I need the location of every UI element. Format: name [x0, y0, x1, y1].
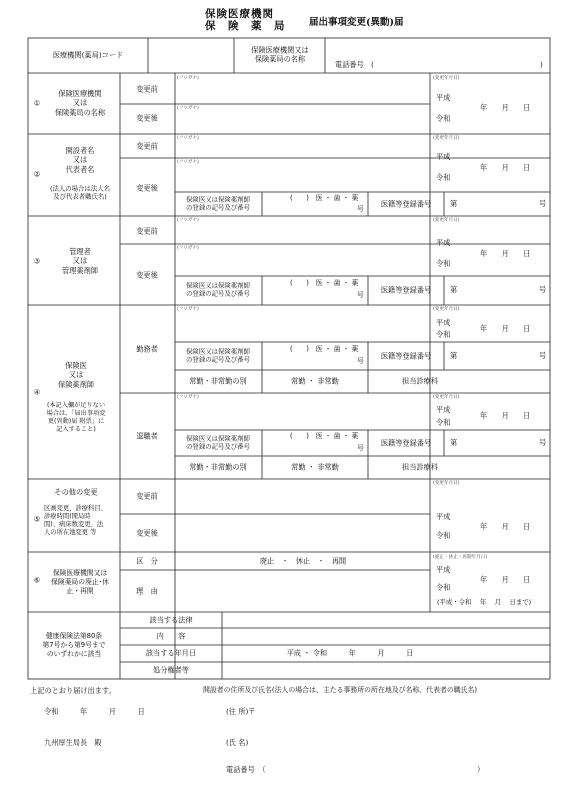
section-4-retire-dept-label: 担当診療科: [402, 462, 438, 472]
section-6-heisei: 平成: [436, 565, 451, 574]
section-2-medreg-label: 医籍等登録番号: [380, 199, 432, 209]
header-phone-label: 電話番号 (: [335, 60, 374, 69]
section-5-label: その他の変更: [54, 487, 98, 497]
section-7-content-label: 内 容: [156, 631, 186, 641]
section-4-enroll-reg-suffix: 号: [357, 357, 364, 365]
section-3-before: 変更前: [136, 226, 158, 236]
section-7-date-value: 平成 ・ 令和 年 月 日: [286, 648, 414, 658]
section-4-retire-date-hint: (変更年月日): [433, 395, 460, 400]
section-4-retire-label: 退職者: [136, 431, 158, 441]
section-2-furigana-before: (フリガナ): [177, 136, 199, 141]
footer-statement: 上記のとおり届け出ます。: [30, 686, 116, 695]
section-2-after: 変更後: [136, 183, 158, 193]
section-1-heisei: 平成: [436, 93, 451, 102]
section-4-retire-medreg-label: 医籍等登録番号: [380, 438, 432, 448]
section-3-furigana-after: (フリガナ): [177, 246, 199, 251]
section-5-ymd: 年 月 日: [480, 522, 531, 531]
section-4-enroll-fulltime-label: 常勤・非常勤の別: [189, 376, 247, 386]
section-1-before: 変更前: [136, 84, 158, 94]
section-1-number: ①: [33, 98, 41, 108]
section-1-furigana-before: (フリガナ): [177, 76, 199, 81]
section-3-label: 管理者 又は 管理薬剤師: [62, 246, 98, 275]
section-7-law-label: 該当する法律: [149, 615, 193, 625]
section-6-kubun-label: 区 分: [136, 556, 158, 566]
section-3-ymd: 年 月 日: [480, 249, 531, 258]
section-7-label: 健康保険法第80条 第7号から第9号まで のいずれかに該当: [42, 631, 106, 658]
section-2-ymd: 年 月 日: [480, 163, 531, 172]
footer-name-label: (氏 名): [226, 738, 249, 747]
section-3-after: 変更後: [136, 270, 158, 280]
section-2-before: 変更前: [136, 141, 158, 151]
section-3-num-prefix: 第: [450, 285, 458, 294]
section-2-num-prefix: 第: [450, 199, 458, 208]
section-4-retire-heisei: 平成: [436, 405, 451, 414]
section-5-date-hint: (変更年月日): [433, 481, 460, 486]
section-1-date-hint: (変更年月日): [433, 76, 460, 81]
section-4-enroll-reg-label: 保険医又は保険薬剤師 の登録の記号及び番号: [186, 347, 250, 364]
section-4-enroll-fulltime-value: 常勤 ・ 非常勤: [291, 376, 339, 386]
section-2-reg-label: 保険医又は保険薬剤師 の登録の記号及び番号: [186, 195, 250, 212]
section-4-retire-fulltime-label: 常勤・非常勤の別: [189, 462, 247, 472]
section-4-enroll-medreg-label: 医籍等登録番号: [380, 351, 432, 361]
section-4-retire-num-suffix: 号: [539, 438, 547, 447]
section-4-enroll-furigana: (フリガナ): [177, 307, 199, 312]
name-label: 保険医療機関又は 保険薬局の名称: [251, 45, 309, 64]
section-6-number: ⑥: [33, 575, 41, 585]
section-3-reg-value: ( ) 医 ・ 歯 ・ 薬: [290, 279, 359, 287]
title-line2: 保 険 薬 局: [205, 20, 286, 32]
section-4-number: ④: [33, 387, 41, 397]
section-6-ymd: 年 月 日: [480, 575, 531, 584]
header-phone-close: ): [540, 60, 543, 69]
section-2-reiwa: 令和: [436, 173, 451, 182]
section-1-ymd: 年 月 日: [480, 103, 531, 112]
section-2-note: (法人の場合は法人名 及び代表者職氏名): [49, 184, 111, 201]
footer-address-label: (住 所)〒: [226, 707, 256, 716]
section-4-retire-reg-value: ( ) 医 ・ 歯 ・ 薬: [290, 432, 359, 440]
section-4-retire-ymd: 年 月 日: [480, 411, 531, 420]
section-6-label: 保険医療機関又は 保険薬局の廃止･休 止・再開: [51, 568, 109, 595]
section-4-enroll-reg-value: ( ) 医 ・ 歯 ・ 薬: [290, 345, 359, 353]
section-5-reiwa: 令和: [436, 531, 451, 540]
section-4-enroll-dept-label: 担当診療科: [402, 376, 438, 386]
section-6-footnote: (平成・令和 年 月 日まで): [437, 598, 532, 606]
section-4-enroll-ymd: 年 月 日: [480, 324, 531, 333]
section-3-date-hint: (変更年月日): [433, 218, 460, 223]
section-6-kubun-value: 廃止 ・ 休止 ・ 再開: [259, 556, 347, 566]
section-2-number: ②: [33, 169, 41, 179]
footer-declarant: 開設者の住所及び氏名(法人の場合は、主たる事務所の所在地及び名称、代表者の職氏名): [203, 686, 478, 694]
section-4-enroll-num-prefix: 第: [450, 351, 458, 360]
section-5-number: ⑤: [33, 514, 41, 524]
section-4-note: (本記入欄が足りない 場合は、「届出事項変 更(異動)届 附票」に 記入すること): [46, 401, 106, 434]
section-2-num-suffix: 号: [539, 199, 547, 208]
section-2-heisei: 平成: [436, 152, 451, 161]
section-1-furigana-after: (フリガナ): [177, 106, 199, 111]
section-6-reason-label: 理 由: [136, 586, 158, 596]
footer-addressee: 九州厚生局長 殿: [44, 738, 102, 747]
section-4-enroll-reiwa: 令和: [436, 330, 451, 339]
section-4-retire-fulltime-value: 常勤 ・ 非常勤: [291, 462, 339, 472]
section-5-after: 変更後: [136, 528, 158, 538]
section-3-heisei: 平成: [436, 238, 451, 247]
section-4-retire-reiwa: 令和: [436, 418, 451, 427]
section-1-label: 保険医療機関 又は 保険薬局の名称: [54, 88, 106, 117]
section-6-date-hint: (廃止・休止・再開年月日): [433, 555, 488, 560]
section-1-reiwa: 令和: [436, 114, 451, 123]
section-2-label: 開設者名 又は 代表者名: [65, 145, 95, 174]
section-3-furigana-before: (フリガナ): [177, 218, 199, 223]
section-4-enroll-num-suffix: 号: [539, 351, 547, 360]
section-5-before: 変更前: [136, 491, 158, 501]
section-2-reg-value: ( ) 医 ・ 歯 ・ 薬: [290, 194, 359, 202]
section-3-medreg-label: 医籍等登録番号: [380, 285, 432, 295]
section-3-reg-label: 保険医又は保険薬剤師 の登録の記号及び番号: [186, 281, 250, 298]
footer-date: 令和 年 月 日: [44, 707, 145, 716]
section-1-after: 変更後: [136, 113, 158, 123]
section-4-retire-reg-label: 保険医又は保険薬剤師 の登録の記号及び番号: [186, 434, 250, 451]
section-2-date-hint: (変更年月日): [433, 136, 460, 141]
section-3-num-suffix: 号: [539, 285, 547, 294]
section-2-reg-suffix: 号: [357, 205, 364, 213]
section-4-enroll-heisei: 平成: [436, 318, 451, 327]
footer-phone-label: 電話番号 （: [226, 765, 266, 774]
section-7-penalty-label: 処分権者等: [153, 665, 189, 675]
section-3-reiwa: 令和: [436, 259, 451, 268]
section-4-enroll-label: 勤務者: [136, 344, 158, 354]
section-4-retire-furigana: (フリガナ): [177, 395, 199, 400]
section-3-reg-suffix: 号: [357, 291, 364, 299]
title-suffix: 届出事項変更(異動)届: [309, 17, 404, 28]
title-line1: 保険医療機関: [205, 8, 274, 20]
code-label: 医療機関(薬局)コード: [52, 50, 124, 60]
section-7-date-label: 該当する年月日: [145, 648, 197, 658]
section-2-furigana-after: (フリガナ): [177, 160, 199, 165]
section-4-enroll-date-hint: (変更年月日): [433, 307, 460, 312]
section-6-reiwa: 令和: [436, 583, 451, 592]
section-5-heisei: 平成: [436, 512, 451, 521]
section-3-number: ③: [33, 256, 41, 266]
section-4-retire-num-prefix: 第: [450, 438, 458, 447]
section-5-note: 区画変更，診療科目、 診療時間(開局時 間)、病床数変更、法 人の所在地変更 等: [44, 505, 107, 536]
section-4-retire-reg-suffix: 号: [357, 444, 364, 452]
section-4-label: 保険医 又は 保険薬剤師: [58, 360, 94, 389]
footer-phone-close: ）: [477, 765, 485, 774]
